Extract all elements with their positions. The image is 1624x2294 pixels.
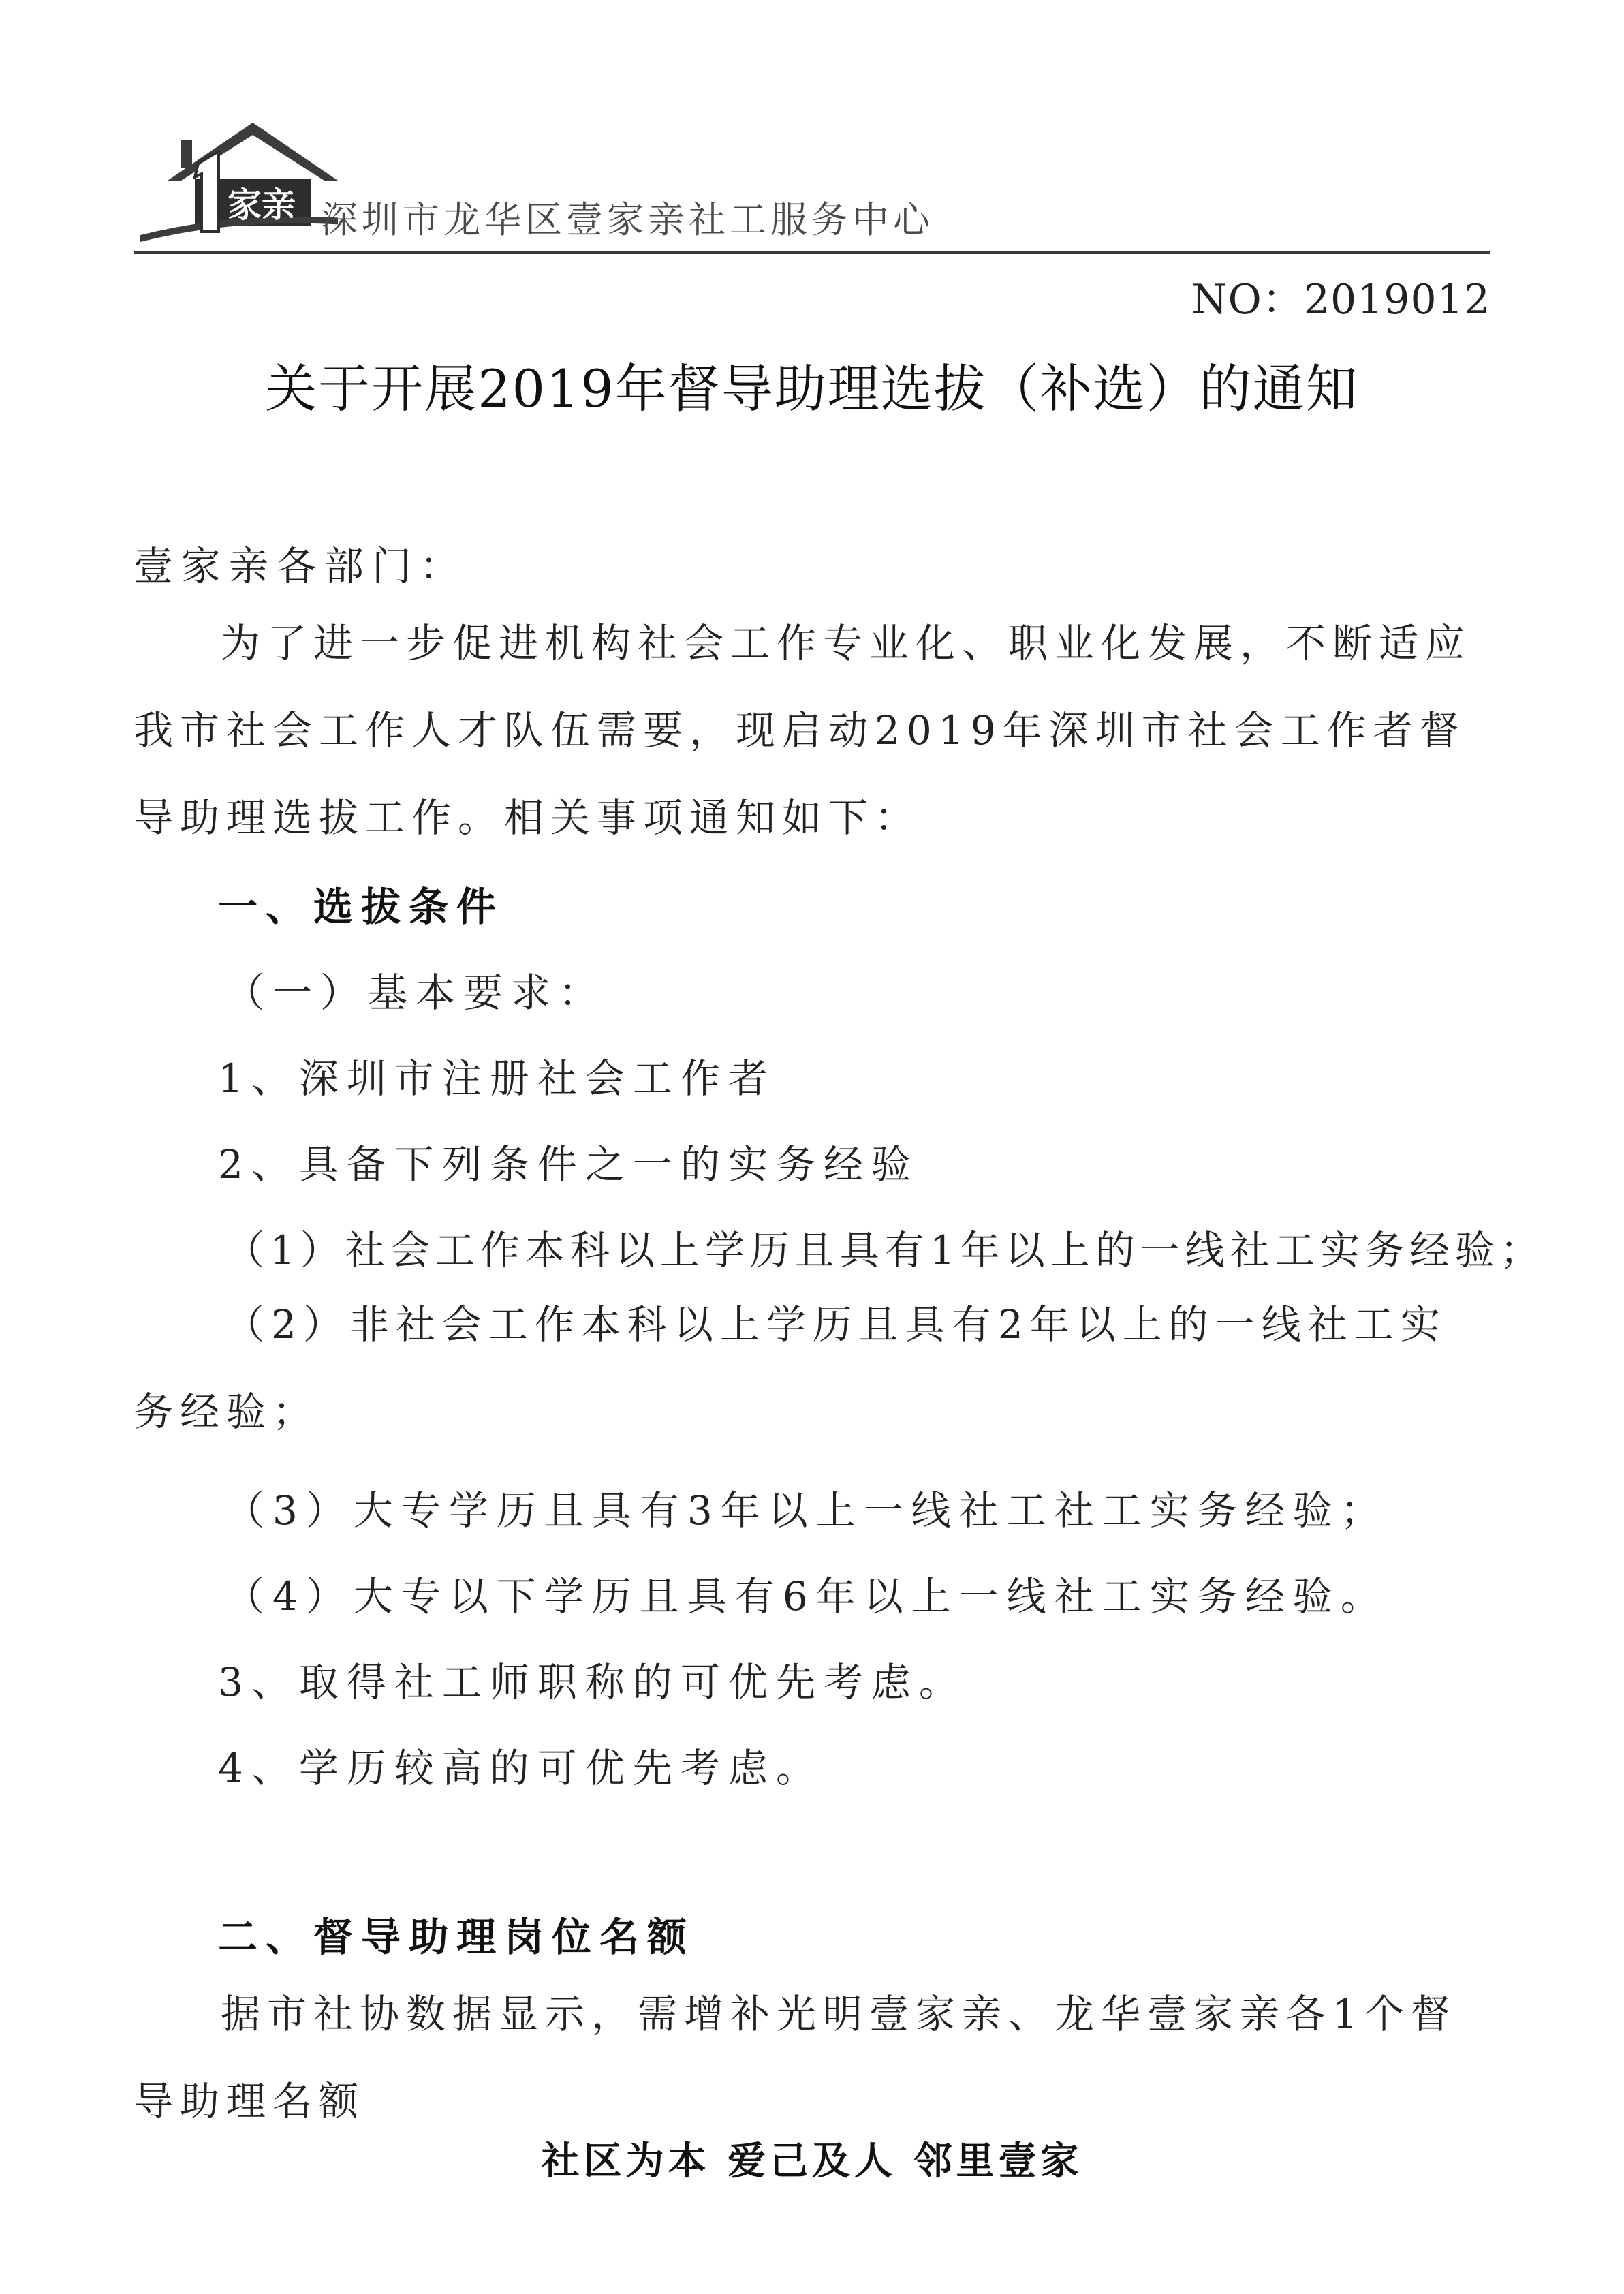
section2-heading: 二、督导助理岗位名额 xyxy=(218,1914,696,1960)
condition-3: （3）大专学历且具有3年以上一线社工社工实务经验； xyxy=(225,1487,1388,1534)
condition-4: （4）大专以下学历且具有6年以上一线社工实务经验。 xyxy=(225,1573,1388,1619)
doc-number: NO：2019012 xyxy=(1191,276,1490,324)
footer-motto: 社区为本 爱己及人 邻里壹家 xyxy=(541,2139,1083,2184)
section2-body: 据市社协数据显示，需增补光明壹家亲、龙华壹家亲各1个督导助理名额 xyxy=(134,1991,1457,2124)
svg-text:家亲: 家亲 xyxy=(228,185,296,225)
section1-item-3: 3、取得社工师职称的可优先考虑。 xyxy=(218,1659,967,1705)
condition-1: （1）社会工作本科以上学历且具有1年以上的一线社工实务经验； xyxy=(225,1227,1545,1273)
intro-paragraph: 为了进一步促进机构社会工作专业化、职业化发展，不断适应我市社会工作人才队伍需要，现启动2019年深圳市社会工作者督导助理选拔工作。相关事项通知如下： xyxy=(134,620,1472,841)
letterhead xyxy=(134,116,1496,259)
salutation: 壹家亲各部门： xyxy=(134,543,468,589)
header-divider xyxy=(134,251,1490,254)
doc-title: 关于开展2019年督导助理选拔（补选）的通知 xyxy=(265,358,1359,419)
house-logo-icon xyxy=(134,116,338,252)
section1-heading: 一、选拔条件 xyxy=(218,884,505,930)
section1-item-1: 1、深圳市注册社会工作者 xyxy=(218,1055,776,1102)
section1-item-2: 2、具备下列条件之一的实务经验 xyxy=(218,1141,919,1188)
section1-item-4: 4、学历较高的可优先考虑。 xyxy=(218,1745,824,1791)
org-name: 深圳市龙华区壹家亲社工服务中心 xyxy=(321,198,934,241)
condition-2: （2）非社会工作本科以上学历且具有2年以上的一线社工实务经验； xyxy=(134,1301,1447,1435)
section1-subheading: （一）基本要求： xyxy=(225,970,607,1016)
